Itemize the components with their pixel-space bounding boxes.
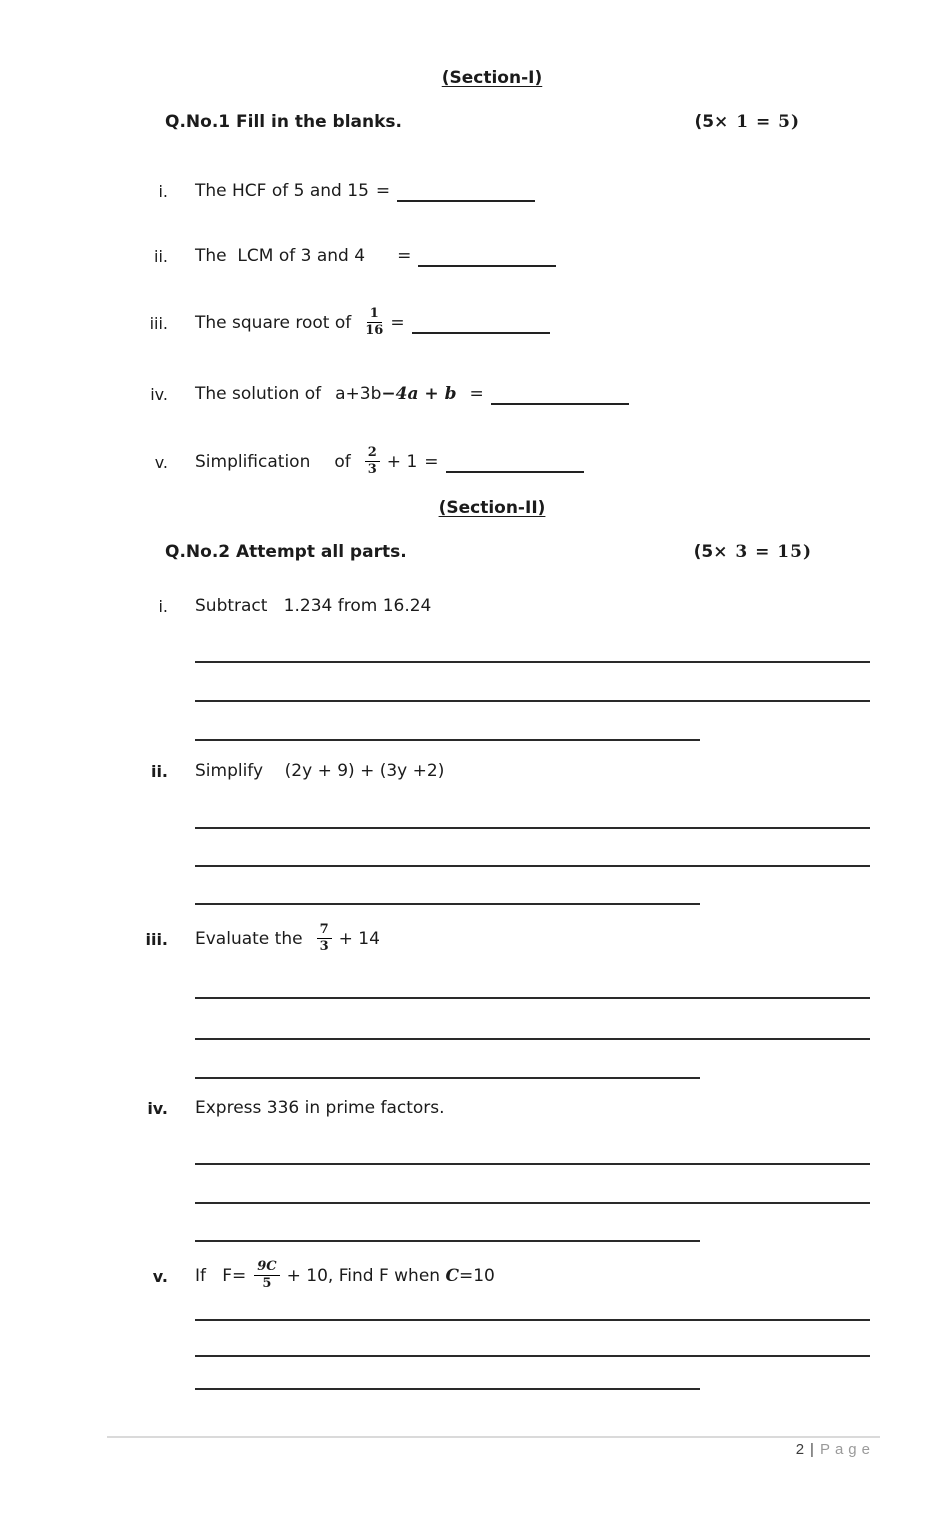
answer-line (195, 1038, 870, 1040)
answer-line (195, 827, 870, 829)
item-numeral: ii. (150, 761, 168, 781)
item-prompt: Evaluate the (195, 929, 303, 949)
q2-marks-prefix: (5 (693, 542, 714, 562)
q1-item-ii (110, 239, 892, 273)
answer-blank (446, 470, 584, 473)
item-text: The HCF of 5 and 15 (195, 181, 369, 201)
fraction-denominator: 5 (262, 1276, 272, 1291)
item-text: The LCM of 3 and 4 (195, 246, 366, 266)
footer-divider (107, 1436, 880, 1438)
answer-line (195, 1355, 870, 1357)
answer-line (195, 1319, 870, 1321)
fraction (365, 446, 380, 477)
item-prompt: If F= (195, 1266, 247, 1286)
item-text: The square root of (195, 313, 352, 333)
expression-math: −4a + b (381, 384, 457, 404)
q2-item-ii (110, 754, 892, 788)
fraction (254, 1260, 279, 1291)
q2-item-v (110, 1256, 892, 1296)
equals-sign: = (397, 246, 412, 266)
q1-item-i (110, 174, 892, 208)
answer-blank (412, 331, 550, 334)
answer-line (195, 1388, 700, 1390)
item-numeral: iv. (147, 1098, 168, 1118)
answer-line (195, 903, 700, 905)
q1-item-v (110, 442, 892, 482)
item-numeral: v. (152, 1266, 168, 1286)
q2-marks (694, 542, 812, 562)
q2-item-iii (110, 919, 892, 959)
item-numeral: ii. (154, 246, 168, 266)
equals-sign: = (469, 384, 484, 404)
q2-item-iv (110, 1091, 892, 1125)
fraction-numerator: 7 (317, 923, 332, 939)
section-1-heading: (Section-I) (441, 68, 543, 88)
item-numeral: iii. (149, 313, 168, 333)
answer-line (195, 739, 700, 741)
answer-blank (491, 402, 629, 405)
q1-item-iii (110, 303, 892, 343)
item-text: The solution of (195, 384, 322, 404)
item-prompt: Subtract 1.234 from 16.24 (195, 596, 432, 616)
item-prompt: + 14 (338, 929, 380, 949)
item-text: of (334, 452, 351, 472)
fraction-numerator: 9C (254, 1260, 279, 1276)
item-text: Simplification (195, 452, 311, 472)
expression-plain: a+3b (335, 384, 382, 404)
item-numeral: i. (158, 181, 168, 201)
q1-marks-math: × 1 = 5) (714, 112, 800, 132)
answer-line (195, 865, 870, 867)
item-numeral: v. (154, 452, 168, 472)
fraction-denominator: 16 (365, 323, 384, 338)
q2-marks-math: × 3 = 15) (713, 542, 812, 562)
page-footer (796, 1441, 875, 1458)
item-numeral: iv. (150, 384, 168, 404)
item-prompt: =10 (459, 1266, 495, 1286)
fraction-denominator: 3 (319, 939, 329, 954)
q1-item-iv (110, 377, 892, 411)
equals-sign: = (390, 313, 405, 333)
page-separator: | (810, 1441, 814, 1458)
item-numeral: iii. (145, 929, 168, 949)
q1-marks-prefix: (5 (694, 112, 715, 132)
variable-c: C (445, 1266, 459, 1286)
q1-marks (694, 112, 800, 132)
answer-blank (418, 264, 556, 267)
section-2-heading: (Section-II) (438, 498, 546, 518)
equals-sign: = (424, 452, 439, 472)
answer-line (195, 1163, 870, 1165)
page-number: 2 (795, 1441, 805, 1458)
equals-sign: = (375, 181, 391, 201)
fraction (317, 923, 332, 954)
fraction-numerator: 2 (365, 446, 380, 462)
answer-line (195, 700, 870, 702)
fraction-denominator: 3 (367, 462, 377, 477)
answer-line (195, 1202, 870, 1204)
item-prompt: Simplify (2y + 9) + (3y +2) (195, 761, 445, 781)
fraction (365, 307, 383, 338)
answer-line (195, 1240, 700, 1242)
item-prompt: + 10, Find F when (286, 1266, 446, 1286)
item-prompt: Express 336 in prime factors. (195, 1098, 445, 1118)
item-text: + 1 (386, 452, 418, 472)
fraction-numerator: 1 (367, 307, 382, 323)
answer-line (195, 997, 870, 999)
item-numeral: i. (158, 596, 168, 616)
answer-line (195, 1077, 700, 1079)
page-label: Page (819, 1441, 875, 1458)
q2-title: Q.No.2 Attempt all parts. (165, 542, 407, 562)
q2-item-i (110, 589, 892, 623)
answer-blank (397, 199, 535, 202)
answer-line (195, 661, 870, 663)
q1-title: Q.No.1 Fill in the blanks. (165, 112, 403, 132)
